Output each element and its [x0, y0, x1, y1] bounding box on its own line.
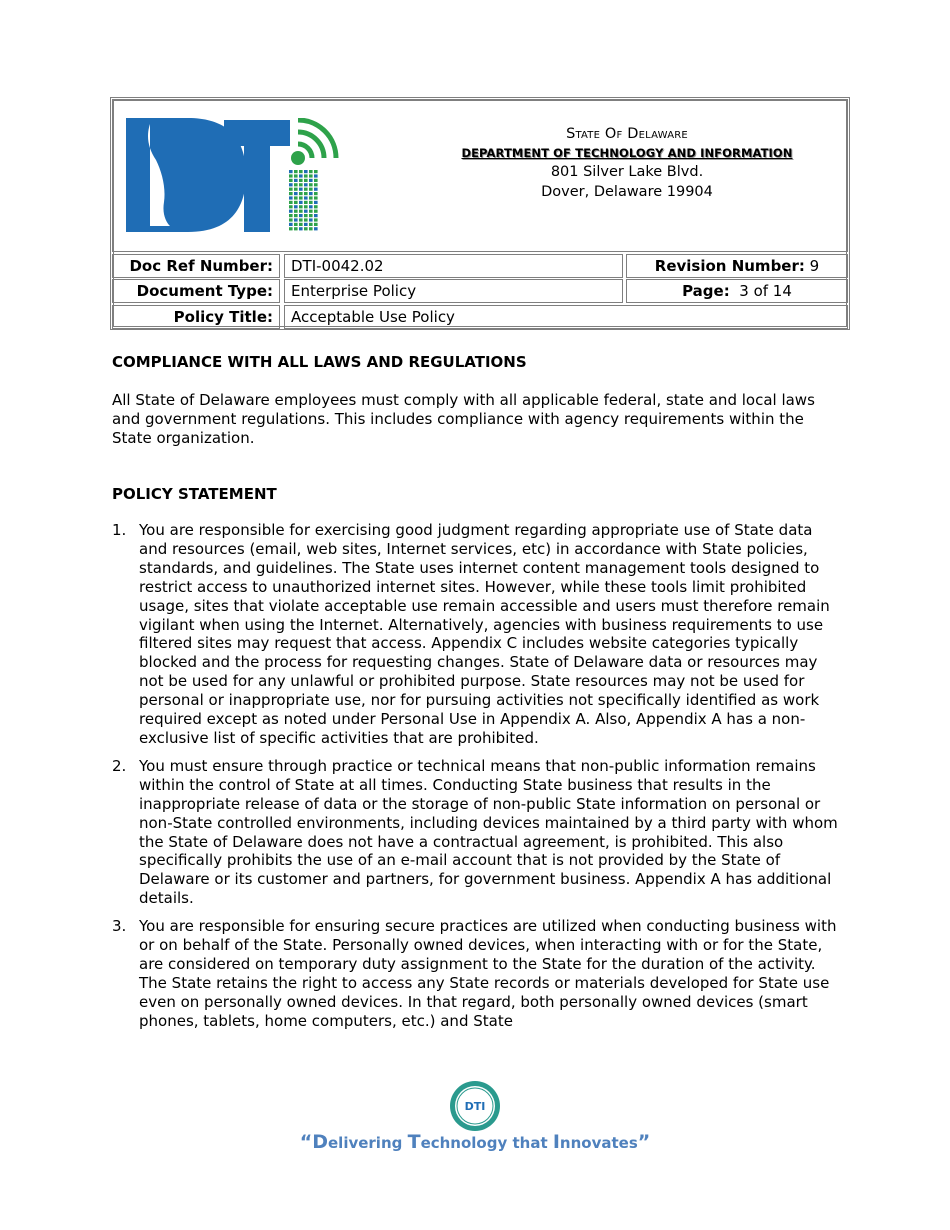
state-name	[420, 124, 834, 144]
logo-pixel	[314, 205, 318, 208]
logo-pixel	[294, 223, 298, 226]
dti-seal-logo	[449, 1080, 501, 1132]
logo-pixel	[289, 210, 293, 213]
page-cell	[626, 279, 848, 303]
doc-ref-value: DTI-0042.02	[284, 254, 623, 278]
address-line-1: 801 Silver Lake Blvd.	[550, 164, 704, 180]
policy-title-label: Policy Title:	[112, 305, 280, 329]
logo-pixel	[299, 223, 303, 226]
logo-pixel	[294, 192, 298, 195]
list-item	[112, 757, 842, 908]
logo-pixel	[289, 188, 293, 191]
logo-pixel	[294, 174, 298, 177]
logo-pixel	[294, 188, 298, 191]
logo-pixel	[314, 170, 318, 173]
logo-pixel	[314, 214, 318, 217]
policy-title-value: Acceptable Use Policy	[284, 305, 848, 329]
logo-pixel	[314, 196, 318, 199]
logo-pixel	[289, 214, 293, 217]
logo-pixel	[294, 205, 298, 208]
logo-pixel	[299, 218, 303, 221]
logo-pixel	[309, 188, 313, 191]
logo-pixel	[299, 205, 303, 208]
department-name: DEPARTMENT OF TECHNOLOGY AND INFORMATION	[461, 146, 793, 160]
logo-pixel	[309, 201, 313, 204]
logo-pixel	[309, 183, 313, 186]
list-item	[112, 521, 842, 748]
logo-pixel	[304, 188, 308, 191]
logo-pixel	[294, 218, 298, 221]
logo-pixel	[309, 223, 313, 226]
list-item-text: You are responsible for ensuring secure practices are utilized when conducting business with or on behalf of the State. Personally owned devices, when interacting with or for the State, are considered on temporary duty assignment to the State for the duration of the activity. The State retains the right to access any State records or materials developed for State use even on personally owned devices. In that regard, both personally owned devices (smart phones, tablets, home computers, etc.) and State	[139, 917, 837, 1030]
list-item-text: You are responsible for exercising good judgment regarding appropriate use of State data and resources (email, web sites, Internet services, etc) in accordance with State policies, standards, and guidelines. The State uses internet content management tools designed to restrict access to unauthorized internet sites. However, while these tools limit prohibited usage, sites that violate acceptable use remain accessible and users must therefore remain vigilant when using the Internet. Alternatively, agencies with business requirements to use filtered sites may request that access. Appendix C includes website categories typically blocked and the process for requesting changes. State of Delaware data or resources may not be used for any unlawful or prohibited purpose. State resources may not be used for personal or inappropriate use, nor for pursuing activities not specifically identified as work required except as noted under Personal Use in Appendix A. Also, Appendix A has a non-exclusive list of specific activities that are prohibited.	[139, 521, 830, 747]
logo-pixel	[299, 214, 303, 217]
compliance-paragraph: All State of Delaware employees must comply with all applicable federal, state and local laws and government regulations. This includes compliance with agency requirements within the State organization.	[112, 391, 815, 447]
revision-cell	[626, 254, 848, 278]
logo-pixel	[314, 188, 318, 191]
logo-pixel	[314, 223, 318, 226]
logo-pixel	[299, 183, 303, 186]
revision-value: 9	[809, 257, 820, 275]
logo-pixel	[294, 214, 298, 217]
logo-pixel	[304, 179, 308, 182]
address-line-2: Dover, Delaware 19904	[541, 184, 713, 200]
logo-pixel	[304, 183, 308, 186]
logo-pixel	[289, 170, 293, 173]
page-label: Page:	[682, 282, 730, 300]
logo-pixel	[309, 192, 313, 195]
logo-pixel	[304, 205, 308, 208]
agency-address-block	[420, 124, 834, 202]
logo-pixel	[309, 205, 313, 208]
logo-pixel	[309, 218, 313, 221]
logo-pixel	[309, 179, 313, 182]
logo-pixel	[304, 192, 308, 195]
tagline-part-2: echnology that	[420, 1134, 553, 1152]
logo-pixel	[289, 196, 293, 199]
footer-tagline	[0, 1131, 950, 1153]
logo-pixel	[304, 223, 308, 226]
tagline-cap-d: D	[312, 1131, 328, 1153]
logo-pixel	[289, 192, 293, 195]
logo-pixel	[314, 201, 318, 204]
logo-pixel	[289, 205, 293, 208]
logo-pixel	[314, 183, 318, 186]
logo-pixel	[289, 183, 293, 186]
tagline-cap-i: I	[552, 1131, 560, 1153]
policy-statement-heading: POLICY STATEMENT	[112, 485, 277, 503]
logo-pixel	[289, 223, 293, 226]
logo-pixel	[299, 174, 303, 177]
logo-pixel	[314, 179, 318, 182]
logo-pixel	[289, 218, 293, 221]
logo-pixel	[294, 227, 298, 230]
logo-pixel-grid	[289, 170, 318, 230]
logo-pixel	[314, 218, 318, 221]
state-name-text: State Of Delaware	[566, 126, 688, 142]
list-item	[112, 917, 842, 1030]
tagline-close-quote: ”	[637, 1131, 651, 1153]
page-value: 3 of 14	[739, 282, 792, 300]
logo-dot	[291, 151, 305, 165]
logo-pixel	[309, 196, 313, 199]
doc-ref-label: Doc Ref Number:	[112, 254, 280, 278]
logo-letter-t-stem	[244, 120, 270, 232]
logo-pixel	[314, 174, 318, 177]
seal-text: DTI	[464, 1100, 486, 1113]
logo-pixel	[294, 201, 298, 204]
logo-pixel	[309, 174, 313, 177]
logo-pixel	[299, 210, 303, 213]
logo-pixel	[289, 227, 293, 230]
logo-pixel	[304, 227, 308, 230]
logo-pixel	[309, 227, 313, 230]
logo-pixel	[299, 227, 303, 230]
logo-pixel	[304, 214, 308, 217]
logo-pixel	[299, 188, 303, 191]
tagline-open-quote: “	[299, 1131, 313, 1153]
logo-pixel	[289, 201, 293, 204]
dti-logo	[126, 118, 352, 232]
logo-pixel	[314, 210, 318, 213]
logo-pixel	[299, 196, 303, 199]
logo-pixel	[289, 179, 293, 182]
logo-pixel	[299, 179, 303, 182]
logo-pixel	[299, 201, 303, 204]
logo-pixel	[294, 170, 298, 173]
logo-pixel	[299, 170, 303, 173]
doc-type-value: Enterprise Policy	[284, 279, 623, 303]
tagline-cap-t: T	[407, 1131, 421, 1153]
logo-pixel	[314, 192, 318, 195]
logo-pixel	[304, 201, 308, 204]
tagline-part-1: elivering	[328, 1134, 408, 1152]
logo-pixel	[309, 210, 313, 213]
list-item-text: You must ensure through practice or technical means that non-public information remains within the control of State at all times. Conducting State business that results in the inappropriate release of data or the storage of non-public State information on personal or non-State controlled environments, including devices maintained by a third party with whom the State of Delaware does not have a contractual agreement, is prohibited. This also specifically prohibits the use of an e-mail account that is not provided by the State of Delaware or its customer and partners, for government business. Appendix A has additional details.	[139, 756, 838, 908]
list-item-number: 1.	[112, 521, 127, 539]
revision-label: Revision Number:	[654, 257, 805, 275]
list-item-number: 2.	[112, 756, 127, 775]
logo-pixel	[304, 196, 308, 199]
logo-pixel	[304, 210, 308, 213]
policy-statement-list	[112, 521, 842, 1040]
doc-type-label: Document Type:	[112, 279, 280, 303]
logo-pixel	[304, 218, 308, 221]
logo-pixel	[304, 174, 308, 177]
logo-pixel	[294, 210, 298, 213]
logo-pixel	[294, 183, 298, 186]
list-item-number: 3.	[112, 917, 127, 936]
logo-pixel	[304, 170, 308, 173]
logo-pixel	[309, 214, 313, 217]
logo-pixel	[309, 170, 313, 173]
logo-pixel	[299, 192, 303, 195]
compliance-heading: COMPLIANCE WITH ALL LAWS AND REGULATIONS	[112, 353, 527, 371]
logo-pixel	[314, 227, 318, 230]
logo-pixel	[294, 179, 298, 182]
logo-pixel	[289, 174, 293, 177]
tagline-part-3: nnovates	[559, 1134, 638, 1152]
logo-pixel	[294, 196, 298, 199]
